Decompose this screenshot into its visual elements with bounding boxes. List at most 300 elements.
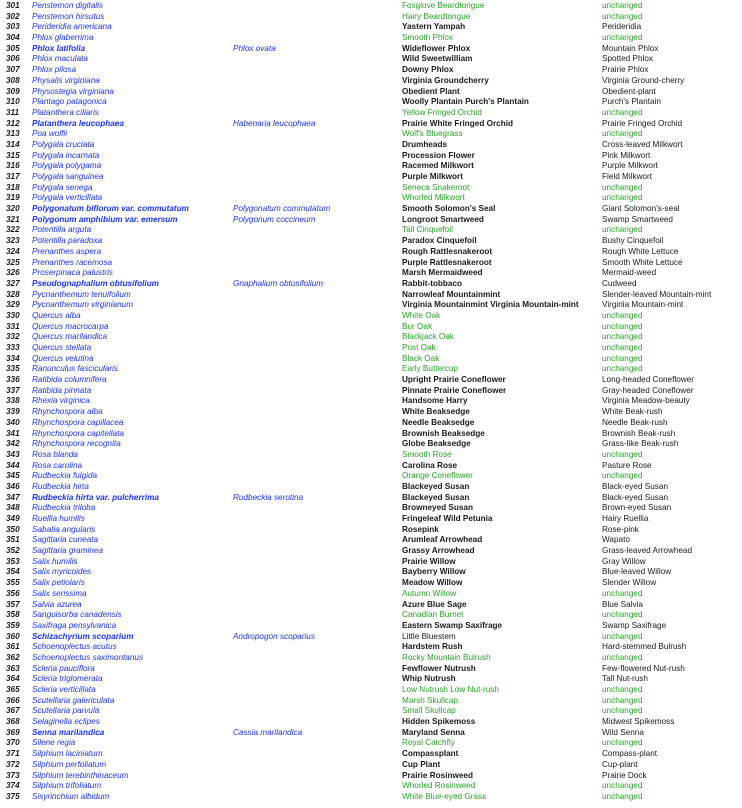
row-number: 325 [6,257,20,267]
status-name: Rose-pink [602,524,639,534]
common-name: Little Bluestem [402,631,456,641]
common-name: Narrowleaf Mountainmint [402,289,501,299]
common-name: Virginia Groundcherry [402,75,489,85]
status-name: Needle Beak-rush [602,417,668,427]
scientific-name: Sagittaria graminea [32,546,103,556]
scientific-name: Sagittaria cuneata [32,535,98,545]
status-name: Purch's Plantain [602,97,661,107]
scientific-name: Poa wolfii [32,129,68,139]
scientific-name: Sisyrinchium albidum [32,791,110,801]
row-number: 360 [6,631,20,641]
scientific-name: Platanthera leucophaea [32,118,124,128]
status-name: Perideridia [602,22,642,32]
scientific-name: Pycnanthemum virginianum [32,300,134,310]
scientific-name: Scutellaria parvula [32,706,100,716]
row-number: 364 [6,674,20,684]
row-number: 362 [6,652,20,662]
status-name: Mountain Phlox [602,43,659,53]
common-name: Obedient Plant [402,86,460,96]
common-name: Hardstem Rush [402,642,463,652]
scientific-name: Potentilla paradoxa [32,236,103,246]
status-name: Virginia Ground-cherry [602,75,685,85]
row-number: 373 [6,770,20,780]
status-name: unchanged [602,695,643,705]
row-number: 304 [6,33,20,43]
scientific-name: Potentilla arguta [32,225,92,235]
status-name: Prairie Dock [602,770,647,780]
scientific-name: Polygala verticillata [32,193,103,203]
row-number: 359 [6,620,20,630]
status-name: unchanged [602,791,643,801]
scientific-name: Salix petiolaris [32,578,85,588]
scientific-name: Penstemon digitalis [32,1,103,10]
scientific-name: Silphium terebinthinaceum [32,770,129,780]
status-name: Cross-leaved Milkwort [602,139,683,149]
row-number: 330 [6,310,20,320]
row-number: 371 [6,749,20,759]
common-name: White Oak [402,310,441,320]
common-name: Prairie White Fringed Orchid [402,118,514,128]
common-name: Hidden Spikemoss [402,717,476,727]
row-number: 327 [6,278,20,288]
status-name: unchanged [602,738,643,748]
common-name: Orange Coneflower [402,471,473,481]
scientific-name: Quercus marilandica [32,332,108,342]
common-name: Yellow Fringed Orchid [402,107,482,117]
row-number: 339 [6,407,20,417]
synonym-name: Cassia marilandica [233,727,303,737]
scientific-name: Prenanthes racemosa [32,257,113,267]
status-name: Bushy Cinquefoil [602,236,664,246]
row-number: 308 [6,75,20,85]
scientific-name: Silphium perfoliatum [32,759,107,769]
common-name: Fewflower Nutrush [402,663,476,673]
row-number: 311 [6,107,20,117]
common-name: Rabbit-tobbaco [402,278,463,288]
common-name: Bayberry Willow [402,567,466,577]
scientific-name: Ratibida pinnata [32,385,92,395]
row-number: 316 [6,161,20,171]
row-number: 319 [6,193,20,203]
status-name: Swamp Saxifrage [602,620,667,630]
row-number: 332 [6,332,20,342]
row-number: 302 [6,11,20,21]
row-number: 307 [6,65,20,75]
common-name: Foxglove Beardtongue [402,1,485,10]
common-name: Wild Sweetwilliam [402,54,473,64]
row-number: 312 [6,118,20,128]
common-name: Smooth Solomon's Seal [402,204,496,214]
common-name: Wideflower Phlox [402,43,471,53]
status-name: Midwest Spikemoss [602,717,675,727]
row-number: 366 [6,695,20,705]
status-name: Blue Salvia [602,599,643,609]
row-number: 372 [6,759,20,769]
row-number: 356 [6,588,20,598]
status-name: White Beak-rush [602,407,663,417]
status-name: Cudweed [602,278,637,288]
scientific-name: Silene regia [32,738,76,748]
row-number: 375 [6,791,20,801]
common-name: Maryland Senna [402,727,465,737]
status-name: unchanged [602,11,643,21]
scientific-name: Saxifraga pensylvanica [32,620,117,630]
common-name: Autumn Willow [402,588,457,598]
status-name: Mermaid-weed [602,268,657,278]
row-number: 357 [6,599,20,609]
row-number: 345 [6,471,20,481]
scientific-name: Salvia azurea [32,599,82,609]
scientific-name: Phlox maculata [32,54,88,64]
status-name: Giant Solomon's-seal [602,204,680,214]
status-name: unchanged [602,631,643,641]
row-number: 354 [6,567,20,577]
scientific-name: Rosa carolina [32,460,83,470]
status-name: Swamp Smartweed [602,214,673,224]
common-name: Cup Plant [402,759,441,769]
row-number: 358 [6,610,20,620]
common-name: Grassy Arrowhead [402,546,475,556]
scientific-name: Phlox pilosa [32,65,77,75]
common-name: Smooth Rose [402,449,452,459]
status-name: Wapato [602,535,630,545]
row-number: 365 [6,685,20,694]
scientific-name: Phlox glaberrima [32,33,94,43]
common-name: Purple Rattlesnakeroot [402,257,492,267]
common-name: Prairie Willow [402,556,456,566]
status-name: Pink Milkwort [602,150,651,160]
row-number: 334 [6,353,20,363]
scientific-name: Schoenoplectus saximontanus [32,652,144,662]
row-number: 355 [6,578,20,588]
status-name: unchanged [602,685,643,694]
row-number: 318 [6,182,20,192]
row-number: 340 [6,417,20,427]
scientific-name: Quercus alba [32,310,81,320]
status-name: unchanged [602,182,643,192]
status-name: Grass-leaved Arrowhead [602,546,693,556]
synonym-name: Rudbeckia serotina [233,492,304,502]
status-name: Tall Nut-rush [602,674,648,684]
scientific-name: Rhynchospora capitellata [32,428,124,438]
row-number: 337 [6,385,20,395]
common-name: Paradox Cinquefoil [402,236,477,246]
common-name: White Blue-eyed Grass [402,791,487,801]
status-name: Blue-leaved Willow [602,567,672,577]
scientific-name: Silphium trifoliatum [32,781,102,791]
common-name: Drumheads [402,139,448,149]
common-name: Tall Cinquefoil [402,225,453,235]
status-name: Prairie Phlox [602,65,649,75]
common-name: Downy Phlox [402,65,454,75]
common-name: Racemed Milkwort [402,161,474,171]
status-name: Hard-stemmed Bulrush [602,642,687,652]
synonym-name: Phlox ovata [233,43,276,53]
row-number: 329 [6,300,20,310]
status-name: unchanged [602,225,643,235]
synonym-name: Andropogon scoparius [233,631,315,641]
row-number: 367 [6,706,20,716]
row-number: 351 [6,535,20,545]
synonym-name: Gnaphalium obtusifolium [233,278,324,288]
scientific-name: Salix humilis [32,556,78,566]
common-name: Rough Rattlesnakeroot [402,246,493,256]
scientific-name: Quercus macrocarpa [32,321,109,331]
status-name: Brownish Beak-rush [602,428,676,438]
scientific-name: Rosa blanda [32,449,78,459]
scientific-name: Rudbeckia triloba [32,503,96,513]
row-number: 363 [6,663,20,673]
row-number: 323 [6,236,20,246]
common-name: Carolina Rose [402,460,458,470]
status-name: Rough White Lettuce [602,246,679,256]
row-number: 317 [6,172,20,181]
status-name: Grass-like Beak-rush [602,439,679,449]
common-name: Canadian Burnet [402,610,464,620]
scientific-name: Phlox latifolia [32,43,86,53]
row-number: 306 [6,54,20,64]
status-name: unchanged [602,652,643,662]
scientific-name: Prenanthes aspera [32,246,102,256]
scientific-name: Platanthera ciliaris [32,107,99,117]
status-name: unchanged [602,310,643,320]
scientific-name: Pycnanthemum tenuifolium [32,289,131,299]
common-name: Blackeyed Susan [402,492,470,502]
common-name: Eastern Swamp Saxifrage [402,620,503,630]
scientific-name: Polygonatum biflorum var. commutatum [32,204,189,214]
scientific-name: Scleria pauciflora [32,663,95,673]
status-name: unchanged [602,588,643,598]
status-name: Purple Milkwort [602,161,658,171]
scientific-name: Selaginella eclipes [32,717,100,727]
row-number: 361 [6,642,20,652]
common-name: Smooth Phlox [402,33,453,43]
status-name: unchanged [602,107,643,117]
row-number: 348 [6,503,20,513]
scientific-name: Rhynchospora recognita [32,439,121,449]
common-name: Rosepink [402,524,439,534]
status-name: unchanged [602,364,643,374]
common-name: Needle Beaksedge [402,417,475,427]
status-name: Black-eyed Susan [602,481,668,491]
row-number: 310 [6,97,20,107]
row-number: 344 [6,460,20,470]
scientific-name: Polygala cruciata [32,139,95,149]
row-number: 350 [6,524,20,534]
row-number: 368 [6,717,20,727]
scientific-name: Sabatia angularis [32,524,96,534]
status-name: Prairie Fringed Orchid [602,118,683,128]
status-name: Slender Willow [602,578,657,588]
common-name: Fringeleaf Wild Petunia [402,514,493,523]
common-name: Azure Blue Sage [402,599,467,609]
common-name: White Beaksedge [402,407,470,417]
scientific-name: Schoenoplectus acutus [32,642,117,652]
common-name: Longroot Smartweed [402,214,484,224]
scientific-name: Ranunculus fascicularis [32,364,119,374]
common-name: Small Skullcap [402,706,456,716]
scientific-name: Perideridia americana [32,22,112,32]
scientific-name: Proserpinaca palustris [32,268,114,278]
scientific-name: Polygala senega [32,182,93,192]
status-name: unchanged [602,471,643,481]
scientific-name: Physalis virginiana [32,75,100,85]
common-name: Arumleaf Arrowhead [402,535,483,545]
status-name: Pasture Rose [602,460,652,470]
common-name: Low Nutrush Low Nut-rush [402,685,499,694]
common-name: Browneyed Susan [402,503,473,513]
scientific-name: Ratibida columnifera [32,375,107,385]
common-name: Black Oak [402,353,440,363]
status-name: unchanged [602,321,643,331]
scientific-name: Ruellia humilis [32,514,85,523]
common-name: Pinnate Prairie Coneflower [402,385,507,395]
row-number: 324 [6,246,20,256]
row-number: 374 [6,781,20,791]
row-number: 335 [6,364,20,374]
status-name: Virginia Mountain-mint [602,300,684,310]
status-name: Gray Willow [602,556,646,566]
row-number: 321 [6,214,20,224]
scientific-name: Plantago patagonica [32,97,107,107]
scientific-name: Scutellaria galericulata [32,695,115,705]
status-name: Compass-plant [602,749,658,759]
scientific-name: Polygala sanguinea [32,172,104,181]
scientific-name: Physostegia virginiana [32,86,114,96]
row-number: 338 [6,396,20,406]
scientific-name: Polygonum amphibium var. emersum [32,214,178,224]
row-number: 342 [6,439,20,449]
status-name: unchanged [602,193,643,203]
scientific-name: Pseudognaphalium obtusifolium [32,278,159,288]
status-name: Smooth White Lettuce [602,257,683,267]
status-name: Cup-plant [602,759,638,769]
common-name: Rocky Mountain Bulrush [402,652,491,662]
row-number: 331 [6,321,20,331]
status-name: Black-eyed Susan [602,492,668,502]
common-name: Bur Oak [402,321,433,331]
status-name: unchanged [602,610,643,620]
common-name: Seneca Snakeroot [402,182,470,192]
scientific-name: Rhynchospora alba [32,407,103,417]
common-name: Hairy Beardtongue [402,11,471,21]
row-number: 322 [6,225,20,235]
common-name: Upright Prairie Coneflower [402,375,506,385]
scientific-name: Silphium laciniatum [32,749,103,759]
common-name: Globe Beaksedge [402,439,471,449]
synonym-name: Habenaria leucophaea [233,118,316,128]
row-number: 309 [6,86,20,96]
status-name: Virginia Meadow-beauty [602,396,690,406]
scientific-name: Polygala polygama [32,161,102,171]
common-name: Blackjack Oak [402,332,454,342]
common-name: Woolly Plantain Purch's Plantain [402,97,529,107]
row-number: 326 [6,268,20,278]
row-number: 314 [6,139,20,149]
common-name: Virginia Mountainmint Virginia Mountain-mint [402,300,579,310]
common-name: Purple Milkwort [402,172,463,181]
common-name: Post Oak [402,343,436,352]
status-name: unchanged [602,449,643,459]
row-number: 352 [6,546,20,556]
common-name: Meadow Willow [402,578,463,588]
row-number: 353 [6,556,20,566]
scientific-name: Rudbeckia hirta [32,481,89,491]
common-name: Blackeyed Susan [402,481,470,491]
status-name: Hairy Ruellia [602,514,649,523]
scientific-name: Polygala incarnata [32,150,100,160]
common-name: Marsh Mermaidweed [402,268,483,278]
scientific-name: Rhexia virginica [32,396,90,406]
scientific-name: Rudbeckia fulgida [32,471,98,481]
status-name: Slender-leaved Mountain-mint [602,289,712,299]
status-name: unchanged [602,781,643,791]
row-number: 343 [6,449,20,459]
row-number: 369 [6,727,20,737]
common-name: Yastern Yampah [402,22,466,32]
row-number: 313 [6,129,20,139]
row-number: 341 [6,428,20,438]
scientific-name: Senna marilandica [32,727,105,737]
status-name: unchanged [602,129,643,139]
common-name: Wolf's Bluegrass [402,129,463,139]
scientific-name: Rhynchospora capillacea [32,417,124,427]
row-number: 349 [6,514,20,523]
scientific-name: Quercus velutina [32,353,94,363]
row-number: 336 [6,375,20,385]
row-number: 346 [6,481,20,491]
status-name: Brown-eyed Susan [602,503,672,513]
scientific-name: Salix myricoides [32,567,92,577]
status-name: Obedient-plant [602,86,656,96]
common-name: Brownish Beaksedge [402,428,485,438]
common-name: Compassplant [402,749,459,759]
common-name: Early Buttercup [402,364,458,374]
status-name: unchanged [602,706,643,716]
status-name: Spotted Phlox [602,54,653,64]
row-number: 320 [6,204,20,214]
scientific-name: Scleria triglomerata [32,674,103,684]
synonym-name: Polygonum coccineum [233,214,316,224]
common-name: Royal Catchfly [402,738,455,748]
row-number: 305 [6,43,20,53]
scientific-name: Rudbeckia hirta var. pulcherrima [32,492,159,502]
row-number: 301 [6,1,20,10]
status-name: Long-headed Coneflower [602,375,694,385]
common-name: Handsome Harry [402,396,468,406]
status-name: unchanged [602,332,643,342]
common-name: Whorled Rosinweed [402,781,476,791]
row-number: 347 [6,492,20,502]
common-name: Prairie Rosinweed [402,770,473,780]
common-name: Whip Nutrush [402,674,456,684]
status-name: Few-flowered Nut-rush [602,663,685,673]
common-name: Whorled Milkwort [402,193,465,203]
row-number: 303 [6,22,20,32]
status-name: Wild Senna [602,727,644,737]
status-name: unchanged [602,1,643,10]
status-name: unchanged [602,343,643,352]
scientific-name: Salix serissima [32,588,87,598]
scientific-name: Quercus stellata [32,343,92,352]
row-number: 328 [6,289,20,299]
synonym-name: Polygonatum commutatum [233,204,331,214]
scientific-name: Sanguisorba canadensis [32,610,122,620]
row-number: 370 [6,738,20,748]
status-name: Field Milkwort [602,172,653,181]
row-number: 333 [6,343,20,352]
common-name: Procession Flower [402,150,475,160]
